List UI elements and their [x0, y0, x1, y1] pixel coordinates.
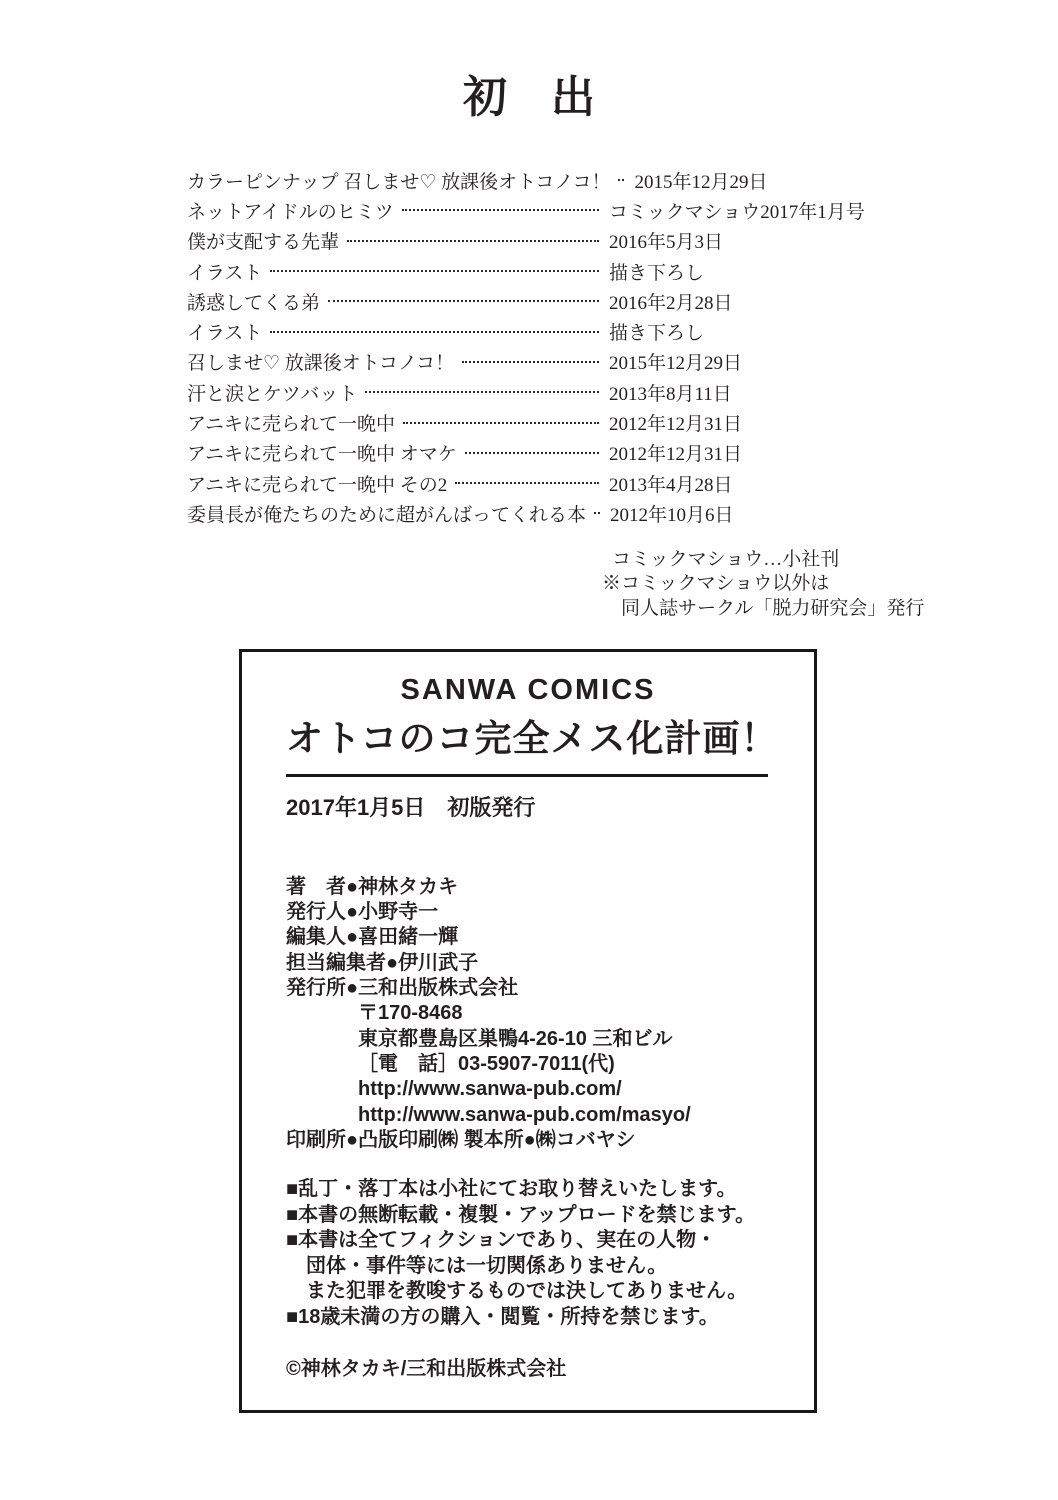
credit-line: 東京都豊島区巣鴨4-26-10 三和ビル: [358, 1027, 673, 1050]
publication-title: アニキに売られて一晩中: [187, 414, 396, 436]
note-doujin-circle: 同人誌サークル「脱力研究会」発行: [602, 597, 925, 619]
dotted-leader: [347, 240, 599, 242]
publication-row: [187, 407, 871, 437]
publication-row: [187, 195, 871, 225]
notice-line: ■本書の無断転載・複製・アップロードを禁じます。: [286, 1203, 756, 1226]
dotted-leader: [270, 331, 599, 333]
dotted-leader: [270, 270, 599, 272]
dotted-leader: [594, 512, 600, 514]
credit-line: ［電 話］03-5907-7011(代): [358, 1052, 615, 1075]
dotted-leader: [465, 452, 599, 454]
page-title: 初 出: [463, 73, 595, 122]
credit-line: 発行所●三和出版株式会社: [286, 977, 519, 1000]
publication-date: 2013年4月28日: [609, 474, 733, 496]
credit-line: 編集人●喜田緒一輝: [286, 926, 459, 949]
publication-row: [187, 316, 871, 346]
publication-title: アニキに売られて一晩中 その2: [187, 474, 448, 496]
publication-date: 2015年12月29日: [609, 353, 743, 375]
publication-row: [187, 226, 871, 256]
publication-title: 委員長が俺たちのために超がんばってくれる本: [187, 504, 587, 526]
publication-title: アニキに売られて一晩中 オマケ: [187, 444, 457, 466]
publication-title: イラスト: [187, 262, 263, 284]
publication-notes: [602, 548, 924, 621]
note-exception: ※コミックマショウ以外は: [602, 573, 830, 595]
publication-row: [187, 256, 871, 286]
notices-list: [286, 1177, 814, 1330]
publication-date: 2012年10月6日: [610, 504, 734, 526]
publication-date: 2013年8月11日: [609, 383, 732, 405]
book-title-underline: [286, 719, 779, 777]
publication-row: [187, 286, 871, 316]
publication-title: ネットアイドルのヒミツ: [187, 201, 394, 223]
publication-date: 2015年12月29日: [634, 171, 768, 193]
publication-date: 2012年12月31日: [609, 414, 743, 436]
dotted-leader: [462, 361, 599, 363]
credit-line: 著 者●神林タカキ: [286, 875, 459, 898]
publication-row: [187, 468, 871, 498]
dotted-leader: [403, 422, 599, 424]
publication-title: イラスト: [187, 323, 263, 345]
dotted-leader: [455, 482, 599, 484]
publication-date: 2016年5月3日: [609, 232, 724, 254]
book-title: オトコのコ完全メス化計画！: [286, 719, 779, 760]
publication-row: [187, 377, 871, 407]
publication-title: カラーピンナップ 召しませ♡ 放課後オトコノコ！: [187, 171, 611, 193]
notice-line: ■乱丁・落丁本は小社にてお取り替えいたします。: [286, 1178, 737, 1201]
publication-title: 誘惑してくる弟: [187, 292, 321, 314]
copyright-line: ©神林タカキ/三和出版株式会社: [286, 1358, 567, 1381]
publication-row: [187, 498, 871, 528]
publisher-brand: SANWA COMICS: [400, 674, 656, 706]
credits-list: [286, 875, 814, 1153]
notice-line: ■本書は全てフィクションであり、実在の人物・: [286, 1229, 717, 1252]
publication-date: コミックマショウ2017年1月号: [609, 201, 865, 223]
note-magazine-publisher: コミックマショウ…小社刊: [612, 549, 840, 570]
notice-line: また犯罪を教唆するものでは決してありません。: [286, 1280, 748, 1303]
publication-title: 僕が支配する先輩: [187, 232, 340, 254]
credit-line: 印刷所●凸版印刷㈱ 製本所●㈱コバヤシ: [286, 1128, 636, 1151]
dotted-leader: [328, 300, 599, 302]
dotted-leader: [365, 391, 599, 393]
edition-date: 2017年1月5日 初版発行: [286, 794, 536, 820]
publication-row: [187, 347, 871, 377]
first-publication-list: [187, 165, 871, 529]
publication-date: 2012年12月31日: [609, 444, 743, 466]
notice-line: ■18歳未満の方の購入・閲覧・所持を禁じます。: [286, 1305, 719, 1328]
credit-line: 発行人●小野寺一: [286, 901, 439, 924]
colophon-box: [239, 649, 817, 1413]
publication-date: 2016年2月28日: [609, 292, 733, 314]
credit-line: 〒170-8468: [358, 1002, 463, 1025]
dotted-leader: [402, 209, 599, 211]
publication-row: [187, 438, 871, 468]
credit-line: 担当編集者●伊川武子: [286, 951, 479, 974]
notice-line: 団体・事件等には一切関係ありません。: [286, 1254, 668, 1277]
dotted-leader: [618, 179, 624, 181]
publication-date: 描き下ろし: [609, 262, 705, 284]
credit-line: http://www.sanwa-pub.com/masyo/: [358, 1103, 691, 1126]
publication-row: [187, 165, 871, 195]
publication-title: 汗と涙とケツバット: [187, 383, 358, 405]
publication-title: 召しませ♡ 放課後オトコノコ！: [187, 353, 455, 375]
publication-date: 描き下ろし: [609, 323, 705, 345]
credit-line: http://www.sanwa-pub.com/: [358, 1078, 622, 1101]
